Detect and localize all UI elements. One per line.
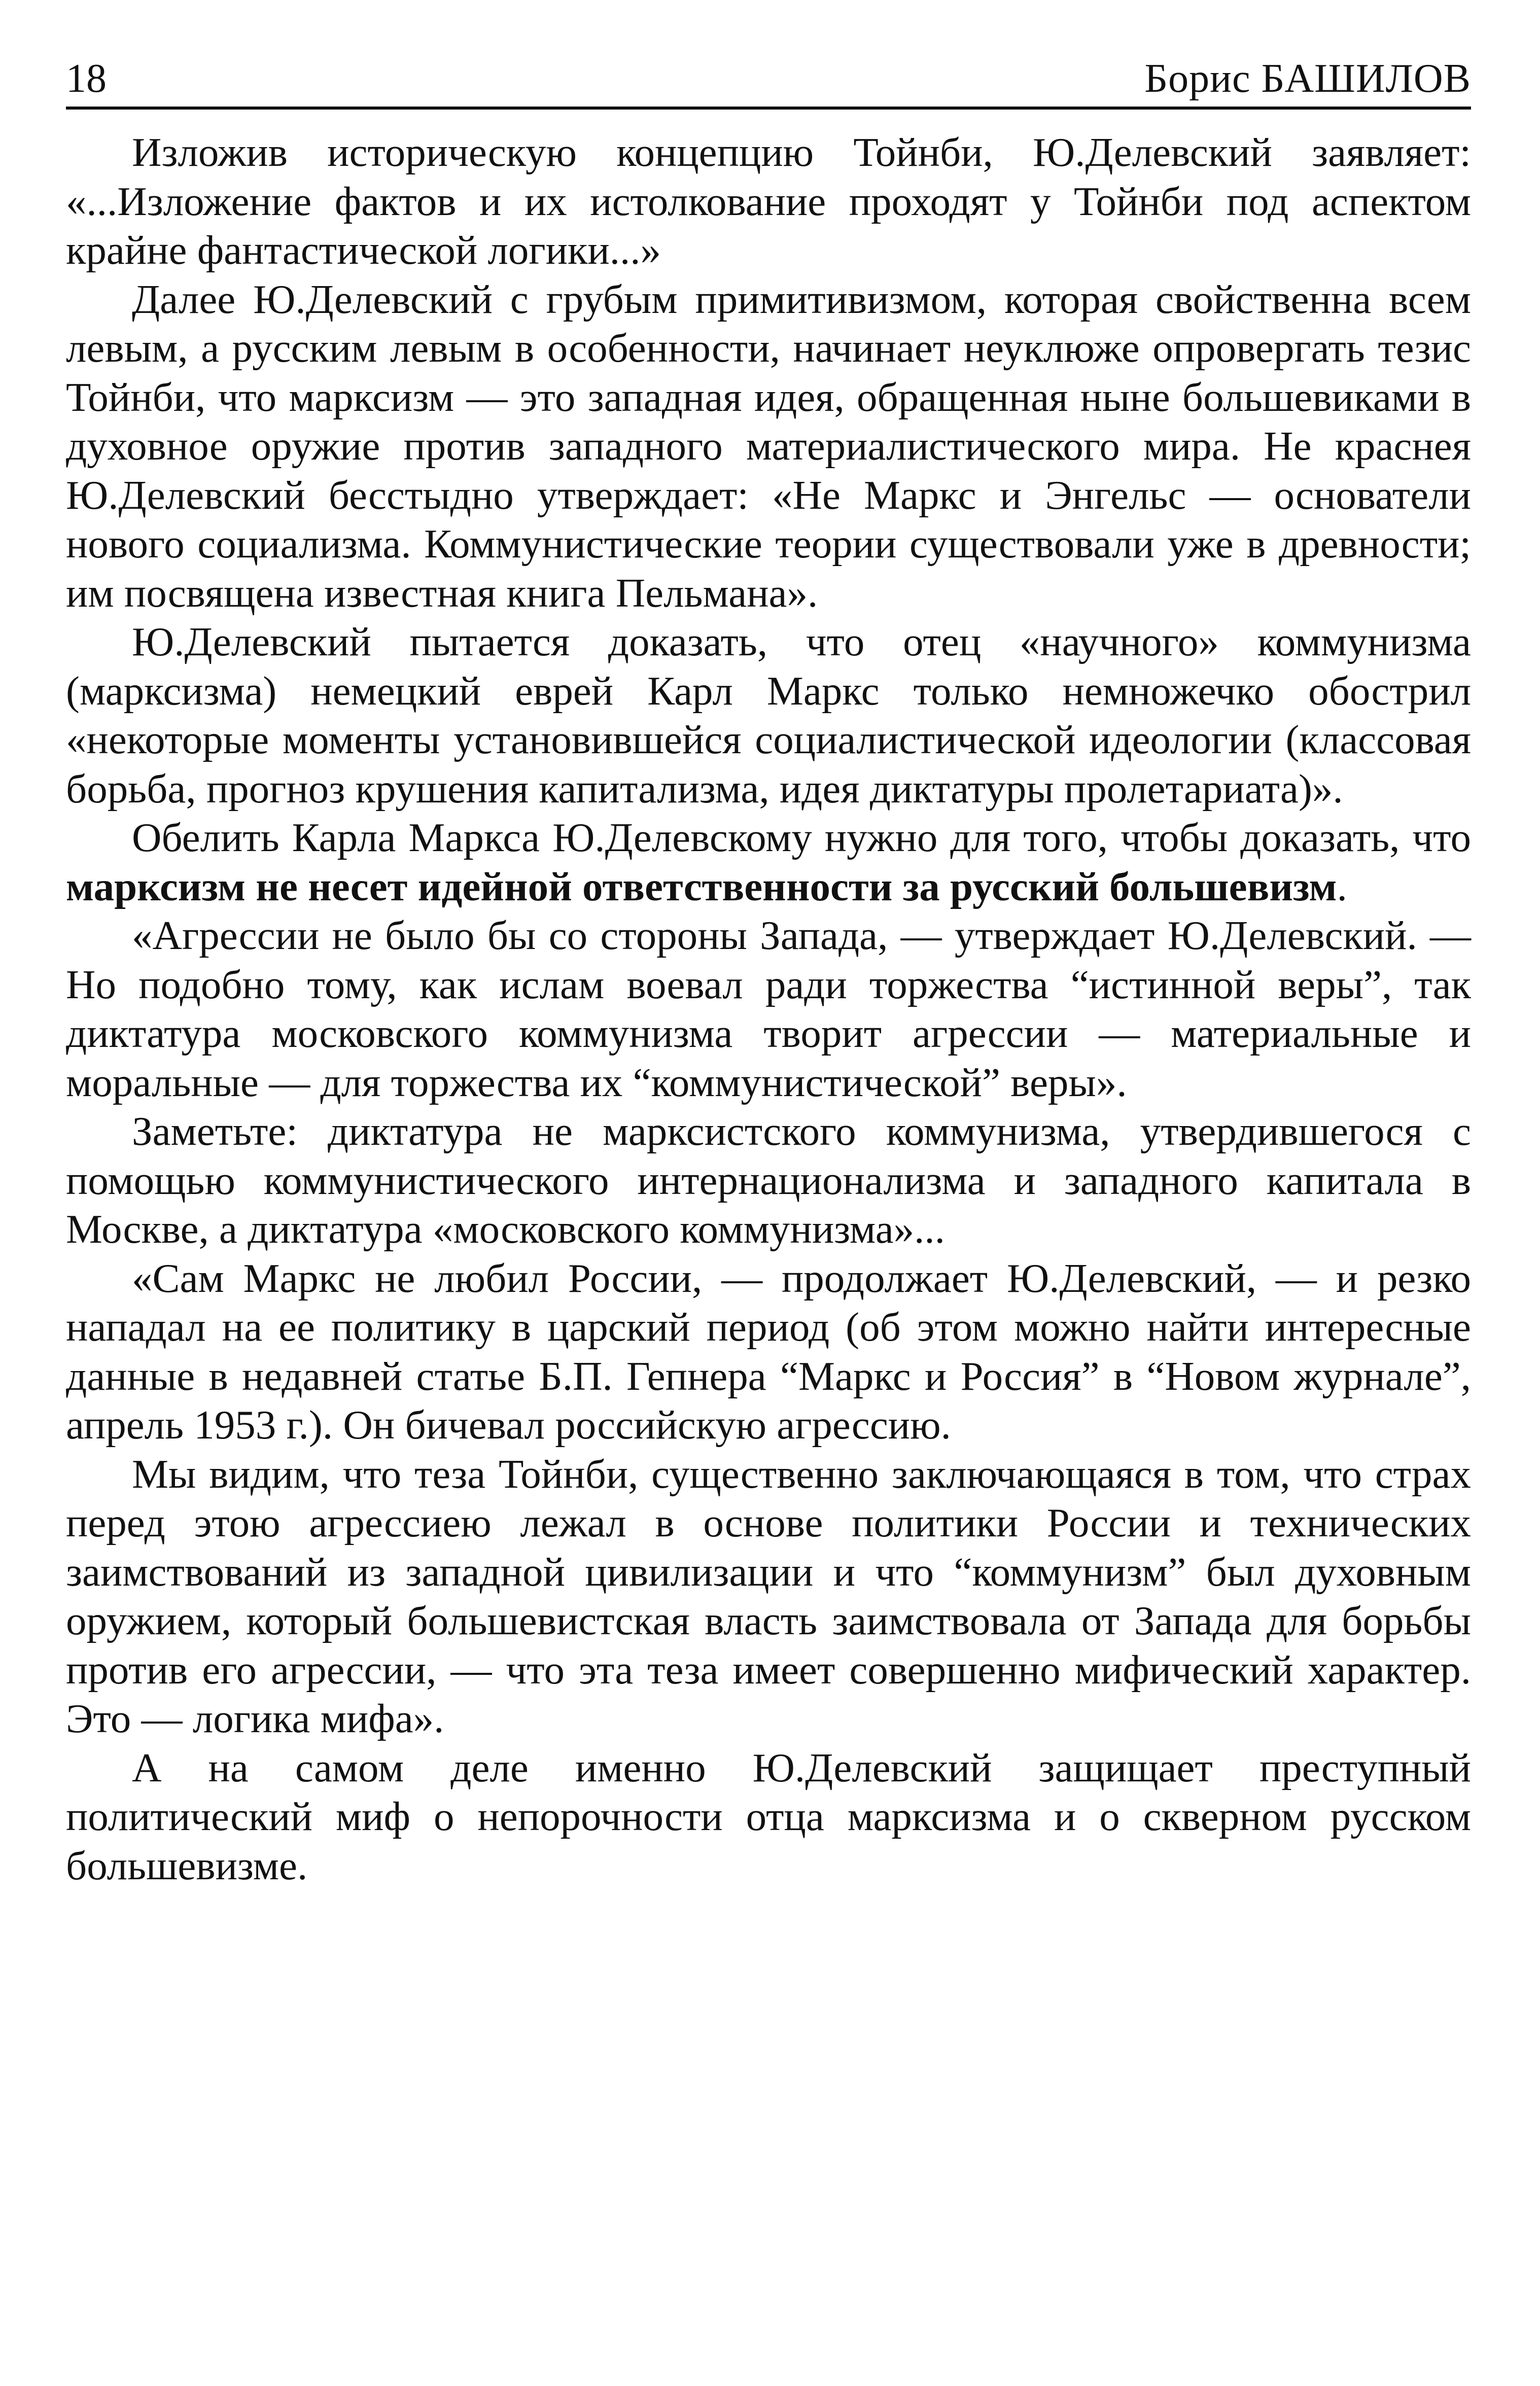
body-text xyxy=(66,128,1471,1890)
paragraph-4 xyxy=(66,813,1471,911)
running-title: Борис БАШИЛОВ xyxy=(1144,56,1471,101)
paragraph-5: «Агрессии не было бы со стороны Запада, — утверждает Ю.Делевский. — Но подобно тому, как ислам воевал ради торжества “истинной веры”, так диктатура московского коммунизма творит агрессии — материальные и моральные — для торжества их “коммунистической” веры». xyxy=(66,913,1471,1105)
paragraph-8: Мы видим, что теза Тойнби, существенно заключающаяся в том, что страх перед этою агрессиею лежал в основе политики России и технических заимствований из западной цивилизации и что “коммунизм” был духовным оружием, который большевистская власть заимствовала от Запада для борьбы против его агрессии, — что эта теза имеет совершенно мифический характер. Это — логика мифа». xyxy=(66,1451,1471,1741)
book-page xyxy=(66,51,1471,1890)
running-head xyxy=(66,51,1471,110)
paragraph-3: Ю.Делевский пытается доказать, что отец «научного» коммунизма (марксизма) немецкий еврей Карл Маркс только немножечко обострил «некоторые моменты установившейся социалистической идеологии (классовая борьба, прогноз крушения капитализма, идея диктатуры пролетариата)». xyxy=(66,619,1471,812)
paragraph-4-text: Обелить Карла Маркса Ю.Делевскому нужно для того, чтобы доказать, что xyxy=(132,815,1471,860)
paragraph-9: А на самом деле именно Ю.Делевский защищает преступный политический миф о непорочности отца марксизма и о скверном русском большевизме. xyxy=(66,1744,1471,1888)
paragraph-4-bold-emphasis: марксизм не несет идейной ответственности за русский большевизм xyxy=(66,863,1337,909)
paragraph-2: Далее Ю.Делевский с грубым примитивизмом, которая свойственна всем левым, а русским левым в особенности, начинает неуклюже опровергать тезис Тойнби, что марксизм — это западная идея, обращенная ныне большевиками в духовное оружие против западного материалистического мира. Не краснея Ю.Делевский бесстыдно утверждает: «Не Маркс и Энгельс — основатели нового социализма. Коммунистические теории существовали уже в древности; им посвящена известная книга Пельмана». xyxy=(66,276,1471,616)
page-number: 18 xyxy=(66,56,107,101)
paragraph-7: «Сам Маркс не любил России, — продолжает Ю.Делевский, — и резко нападал на ее политику в царский период (об этом можно найти интересные данные в недавней статье Б.П. Гепнера “Маркс и Россия” в “Новом журнале”, апрель 1953 г.). Он бичевал российскую агрессию. xyxy=(66,1255,1471,1448)
paragraph-4-ending: . xyxy=(1337,863,1347,909)
paragraph-1: Изложив историческую концепцию Тойнби, Ю.Делевский заявляет: «...Изложение фактов и их истолкование проходят у Тойнби под аспектом крайне фантастической логики...» xyxy=(66,129,1471,273)
paragraph-6: Заметьте: диктатура не марксистского коммунизма, утвердившегося с помощью коммунистического интернационализма и западного капитала в Москве, а диктатура «московского коммунизма»... xyxy=(66,1108,1471,1252)
